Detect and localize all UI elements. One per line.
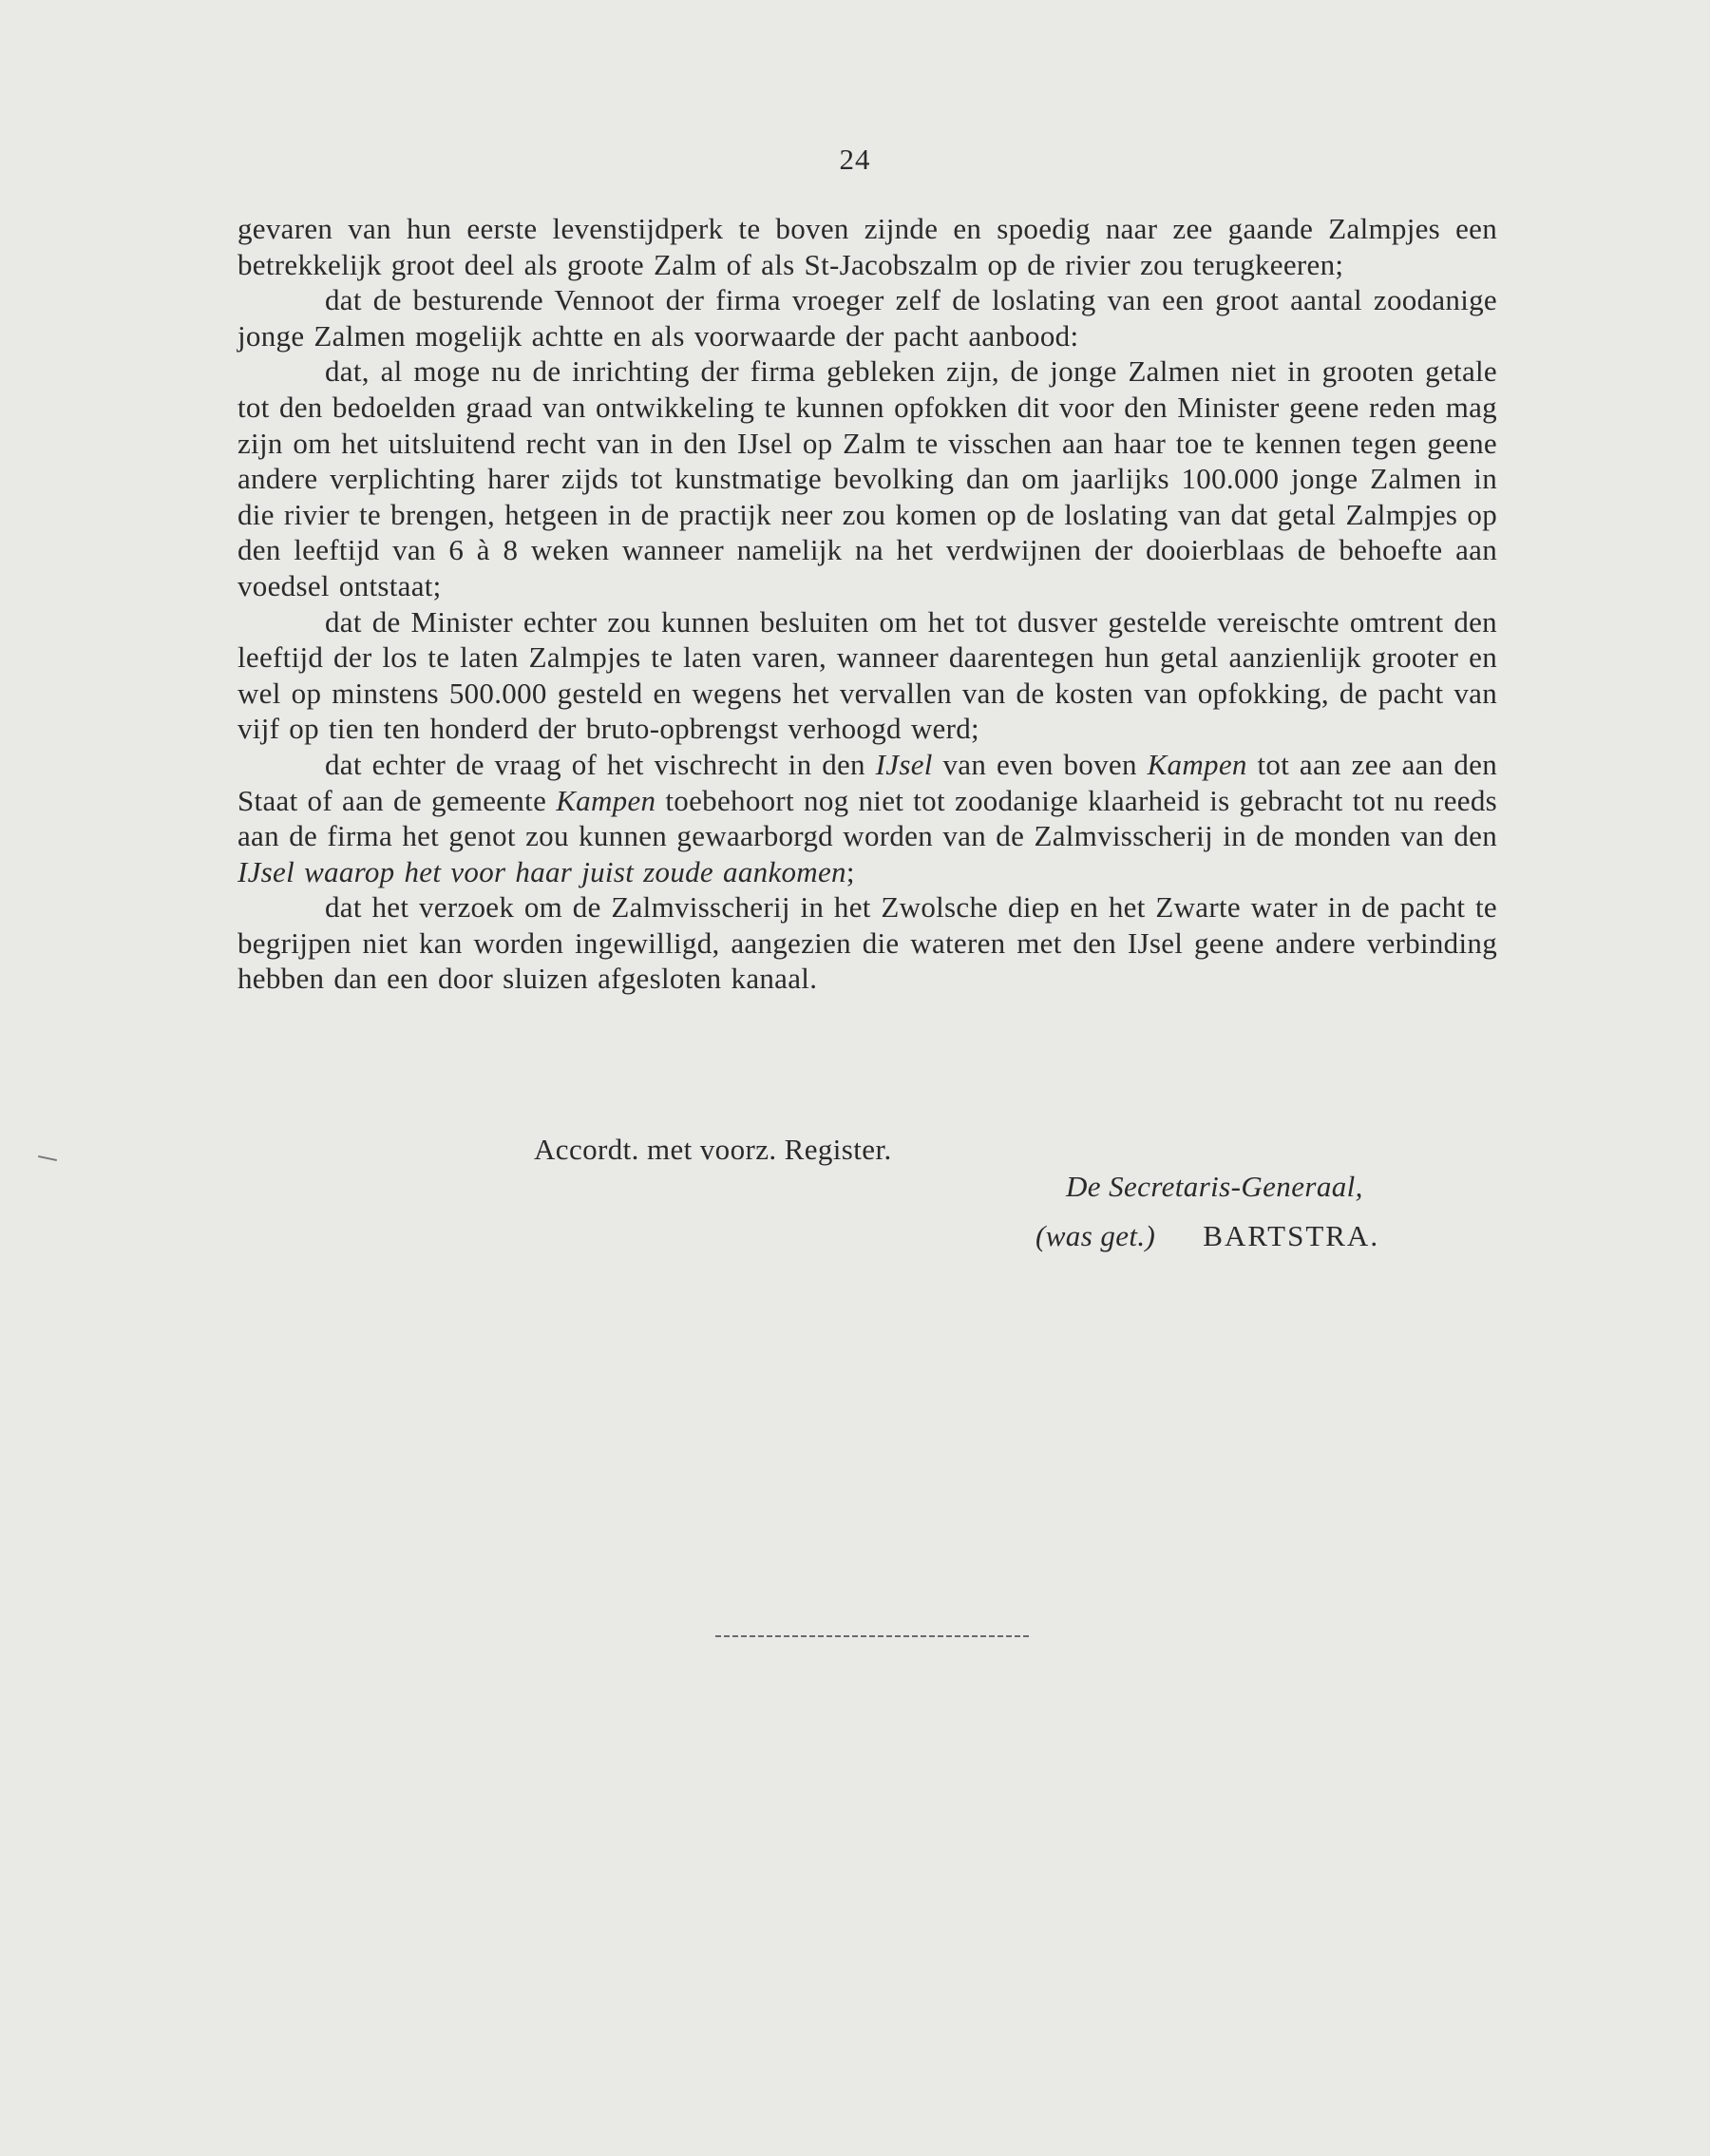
signature-name: BARTSTRA. <box>1203 1219 1380 1252</box>
paragraph-5 <box>238 747 1497 889</box>
page-number: 24 <box>839 143 871 176</box>
body-text <box>238 211 1497 997</box>
paragraph-5-text-i: ; <box>846 854 855 888</box>
paragraph-5-italic-kampen-2: Kampen <box>556 783 656 817</box>
accord-line: Accordt. met voorz. Register. <box>534 1133 892 1166</box>
paragraph-5-text-a: dat echter de vraag of het vischrecht in den <box>325 747 876 781</box>
signature-note: (was get.) <box>1036 1219 1156 1252</box>
paragraph-5-text-g: toebehoort nog niet tot zoodanige klaarheid is gebracht tot nu reeds aan de firma het genot zou kunnen gewaarborgd worden van de Zalmvisscherij in de monden van den <box>238 783 1497 853</box>
paragraph-5-text-e: tot aan zee aan den Staat of aan de gemeente <box>238 747 1497 817</box>
paragraph-3: dat, al moge nu de inrichting der firma gebleken zijn, de jonge Zalmen niet in grooten getale tot den bedoelden graad van ontwikkeling te kunnen opfokken dit voor den Minister geene reden mag zijn om het uitsluitend recht van in den IJsel op Zalm te visschen aan haar toe te kennen tegen geene andere verplichting harer zijds tot kunstmatige bevolking dan om jaarlijks 100.000 jonge Zalmen in die rivier te brengen, hetgeen in de practijk neer zou komen op de loslating van dat getal Zalmpjes op den leeftijd van 6 à 8 weken wanneer namelijk na het verdwijnen der dooierblaas de behoefte aan voedsel ontstaat; <box>238 354 1497 602</box>
paragraph-5-italic-kampen-1: Kampen <box>1147 747 1247 781</box>
paragraph-5-italic-ijsel-phrase: IJsel waarop het voor haar juist zoude aankomen <box>238 854 846 888</box>
signature-title: De Secretaris-Generaal, <box>1066 1170 1363 1203</box>
signature-line <box>1036 1219 1379 1253</box>
closing-rule <box>715 1635 1029 1637</box>
paragraph-5-italic-ijsel: IJsel <box>875 747 933 781</box>
margin-mark <box>38 1155 57 1161</box>
paragraph-4: dat de Minister echter zou kunnen besluiten om het tot dusver gestelde vereischte omtrent den leeftijd der los te laten Zalmpjes te laten varen, wanneer daarentegen hun getal aanzienlijk grooter en wel op minstens 500.000 gesteld en wegens het vervallen van de kosten van opfokking, de pacht van vijf op tien ten honderd der bruto-opbrengst verhoogd werd; <box>238 604 1497 746</box>
paragraph-2: dat de besturende Vennoot der firma vroeger zelf de loslating van een groot aantal zoodanige jonge Zalmen mogelijk achtte en als voorwaarde der pacht aanbood: <box>238 283 1497 353</box>
paragraph-6: dat het verzoek om de Zalmvisscherij in het Zwolsche diep en het Zwarte water in de pacht te begrijpen niet kan worden ingewilligd, aangezien die wateren met den IJsel geene andere verbinding hebben dan een door sluizen afgesloten kanaal. <box>238 890 1497 996</box>
paragraph-5-text-c: van even boven <box>932 747 1148 781</box>
paragraph-1: gevaren van hun eerste levenstijdperk te boven zijnde en spoedig naar zee gaande Zalmpjes een betrekkelijk groot deel als groote Zalm of als St-Jacobszalm op de rivier zou terugkeeren; <box>238 212 1497 281</box>
